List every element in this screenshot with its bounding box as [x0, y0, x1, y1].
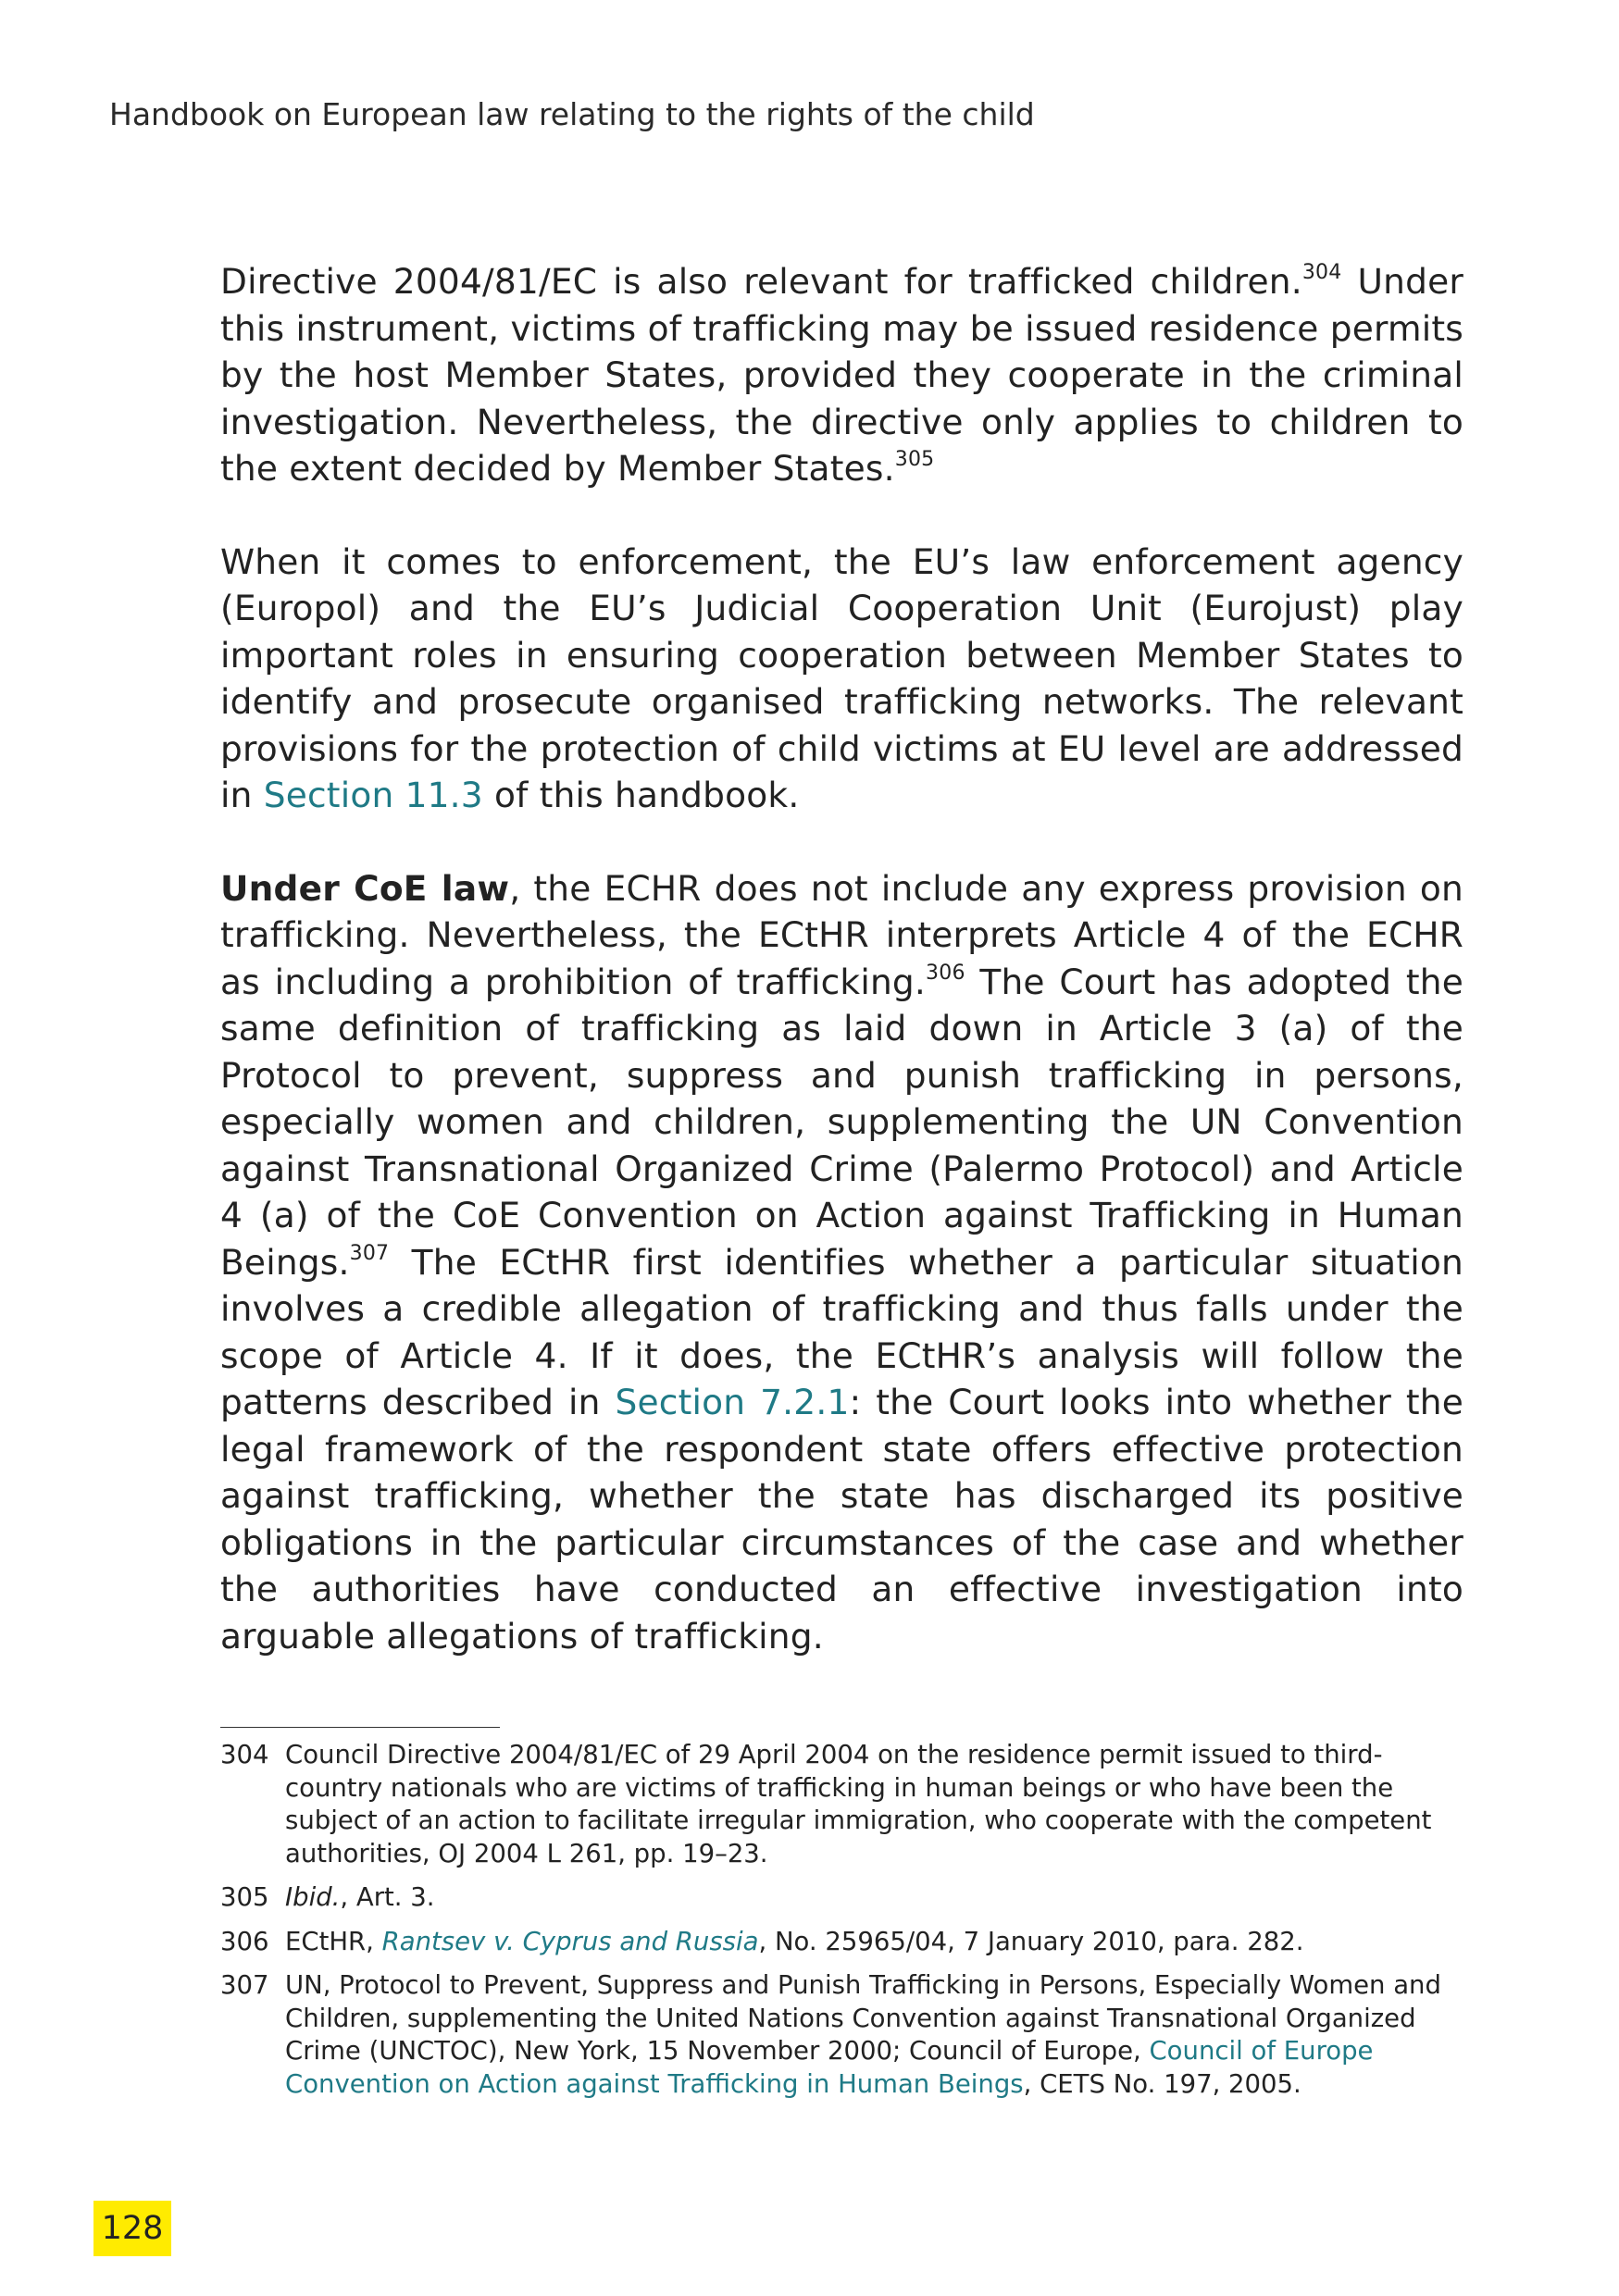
footnote-ref-305[interactable]: 305 [894, 448, 935, 471]
footnotes [220, 1739, 1451, 2112]
paragraph-text: Directive 2004/81/EC is also relevant for trafficked children. [220, 261, 1302, 302]
footnote-text: Council Directive 2004/81/EC of 29 April 2004 on the residence permit issued to third-country nationals who are victims of trafficking in human beings or who have been the subject of an action to facilitate irregular immigration, who cooperate with the competent authorities, OJ 2004 L 261, pp. 19–23. [285, 1740, 1432, 1868]
footnote-number: 305 [220, 1882, 269, 1912]
footnote-text [285, 1969, 1451, 2101]
footnote-text [285, 1926, 1451, 1959]
footnote-ref-306[interactable]: 306 [926, 961, 965, 985]
footnote-305 [220, 1881, 1451, 1915]
footnote-text-part: , CETS No. 197, 2005. [1023, 2068, 1301, 2099]
running-header: Handbook on European law relating to the rights of the child [109, 96, 1035, 132]
paragraph-text: The Court has adopted the same definition of trafficking as laid down in Article 3 (a) of the Protocol to prevent, suppress and punish trafficking in persons, especially women and children, supplementing the UN Convention against Transnational Organized Crime (Palermo Protocol) and Article 4 (a) of the CoE Convention on Action against Trafficking in Human Beings. [220, 961, 1463, 1283]
footnote-text-part: UN, Protocol to Prevent, Suppress and Punish Trafficking in Persons, Especially Women and Children, supplementing the United Nations Convention against Transnational Organized Crime (UNCTOC), New York, 15 November 2000; Council of Europe, [285, 1970, 1441, 2066]
paragraph-directive [220, 258, 1463, 492]
footnote-text-part: ECtHR, [285, 1926, 382, 1956]
footnote-number: 304 [220, 1740, 269, 1769]
bold-lead-in: Under CoE law [220, 867, 510, 909]
paragraph-text: : the Court looks into whether the legal framework of the respondent state offers effective protection against trafficking, whether the state has discharged its positive obligations in the particular circumstances of the case and whether the authorities have conducted an effective investigation into arguable allegations of trafficking. [220, 1382, 1463, 1657]
page-number: 128 [93, 2201, 171, 2256]
footnote-number: 306 [220, 1926, 269, 1956]
footnote-divider [220, 1727, 500, 1728]
footnote-304 [220, 1739, 1451, 1870]
paragraph-coe-law [220, 865, 1463, 1660]
footnote-number: 307 [220, 1970, 269, 2000]
section-7-2-1-link[interactable]: Section 7.2.1 [615, 1382, 850, 1422]
paragraph-text: The ECtHR first identifies whether a particular situation involves a credible allegation of trafficking and thus falls under the scope of Article 4. If it does, the ECtHR’s analysis will follow the patterns described in [220, 1241, 1463, 1422]
footnote-307 [220, 1969, 1451, 2101]
paragraph-text: , the ECHR does not include any express provision on trafficking. Nevertheless, the ECtHR interprets Article 4 of the ECHR as including a prohibition of trafficking. [220, 867, 1463, 1002]
footnote-text-part: , No. 25965/04, 7 January 2010, para. 282. [758, 1926, 1304, 1956]
footnote-text-part: , Art. 3. [340, 1882, 435, 1912]
footnote-ref-307[interactable]: 307 [349, 1241, 390, 1265]
footnote-italic: Ibid. [285, 1882, 341, 1912]
footnote-text [285, 1881, 1451, 1915]
paragraph-text: When it comes to enforcement, the EU’s law enforcement agency (Europol) and the EU’s Judicial Cooperation Unit (Eurojust) play important roles in ensuring cooperation between Member States to identify and prosecute organised trafficking networks. The relevant provisions for the protection of child victims at EU level are addressed in [220, 540, 1463, 815]
footnote-ref-304[interactable]: 304 [1301, 261, 1342, 284]
coe-convention-link[interactable]: Council of Europe Convention on Action against Trafficking in Human Beings [285, 2036, 1374, 2099]
section-11-3-link[interactable]: Section 11.3 [263, 775, 483, 815]
footnote-306 [220, 1926, 1451, 1959]
paragraph-text: Under this instrument, victims of trafficking may be issued residence permits by the host Member States, provided they cooperate in the criminal investigation. Nevertheless, the directive only applies to children to the extent decided by Member States. [220, 261, 1463, 489]
paragraph-enforcement [220, 539, 1463, 819]
main-text [220, 258, 1463, 1706]
rantsev-case-link[interactable]: Rantsev v. Cyprus and Russia [381, 1926, 759, 1956]
paragraph-text: of this handbook. [482, 775, 800, 815]
